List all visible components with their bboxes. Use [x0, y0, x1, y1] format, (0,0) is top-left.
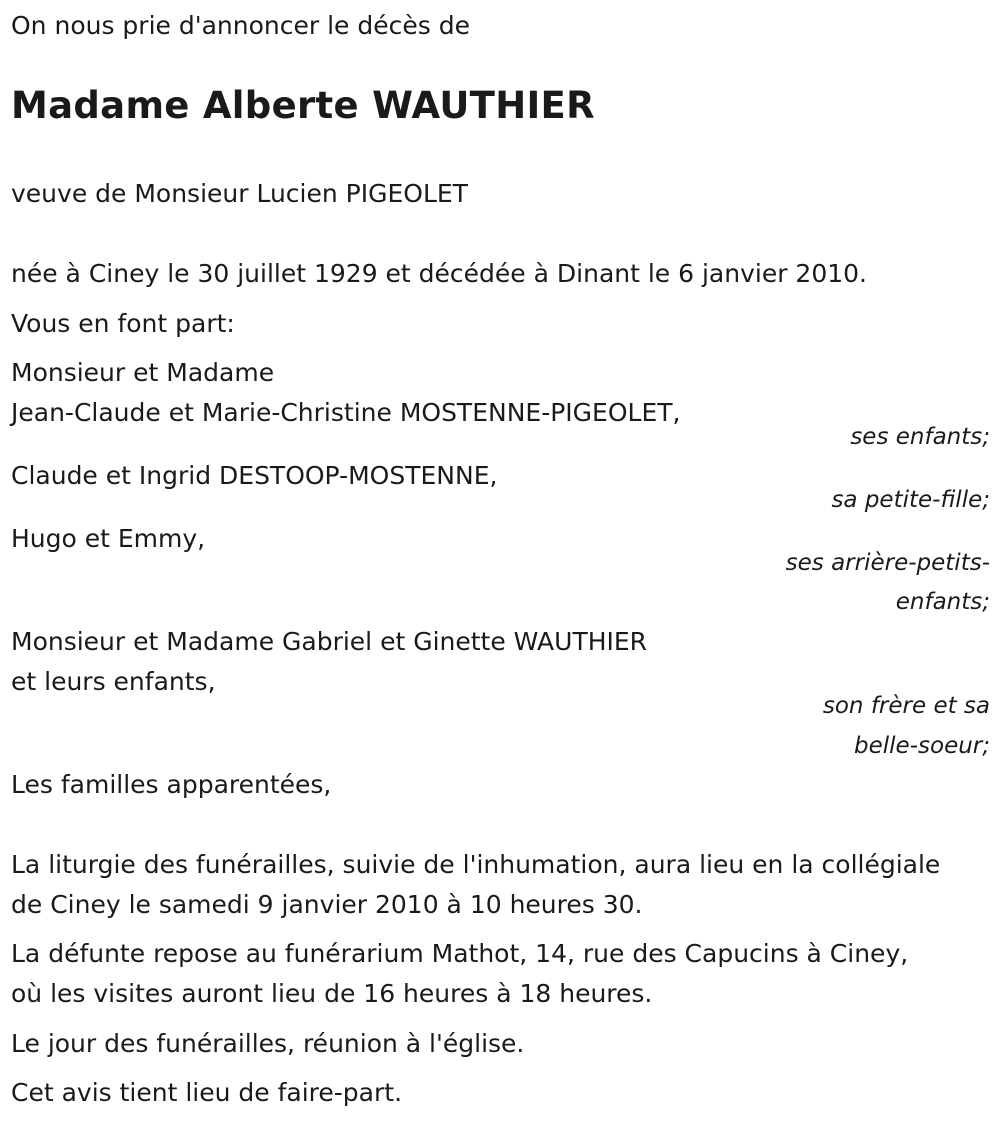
funeral-text: La liturgie des funérailles, suivie de l'inhumation, aura lieu en la collégiale [11, 850, 941, 879]
widow-of-text: veuve de Monsieur Lucien PIGEOLET [11, 179, 468, 208]
relatives-text: Les familles apparentées, [11, 770, 332, 799]
family-role: sa petite-fille; [831, 487, 990, 513]
family-line: Hugo et Emmy, [11, 524, 206, 553]
family-role: enfants; [895, 589, 990, 615]
repose-text: La défunte repose au funérarium Mathot, 14, rue des Capucins à Ciney, [11, 939, 909, 968]
family-line: Monsieur et Madame [11, 358, 275, 387]
family-line: Claude et Ingrid DESTOOP-MOSTENNE, [11, 461, 498, 490]
family-role: son frère et sa [822, 693, 990, 719]
closing-text: Cet avis tient lieu de faire-part. [11, 1078, 403, 1107]
repose-text: où les visites auront lieu de 16 heures à 18 heures. [11, 979, 653, 1008]
family-role: ses enfants; [850, 424, 990, 450]
intro-text: On nous prie d'annoncer le décès de [11, 11, 470, 40]
family-line: et leurs enfants, [11, 667, 216, 696]
funeral-text: de Ciney le samedi 9 janvier 2010 à 10 heures 30. [11, 890, 643, 919]
deceased-name: Madame Alberte WAUTHIER [11, 84, 595, 127]
family-role: ses arrière-petits- [785, 550, 990, 576]
family-line: Jean-Claude et Marie-Christine MOSTENNE-PIGEOLET, [11, 398, 681, 427]
birth-death-text: née à Ciney le 30 juillet 1929 et décédée à Dinant le 6 janvier 2010. [11, 259, 868, 288]
announce-text: Vous en font part: [11, 309, 235, 338]
family-line: Monsieur et Madame Gabriel et Ginette WAUTHIER [11, 627, 648, 656]
meeting-text: Le jour des funérailles, réunion à l'église. [11, 1029, 525, 1058]
family-role: belle-soeur; [854, 733, 990, 759]
